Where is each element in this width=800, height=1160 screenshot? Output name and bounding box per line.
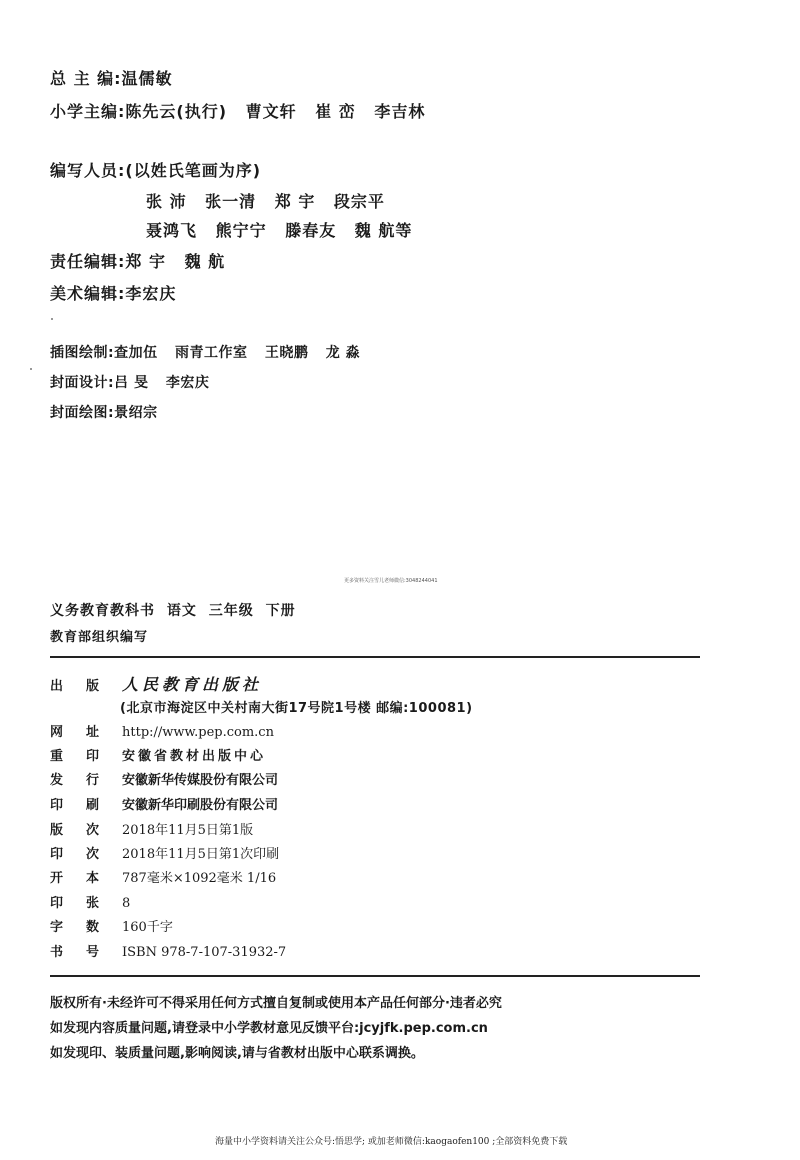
cover-drawing-label: 封面绘图: <box>50 405 115 421</box>
chief-editor-label: 总 主 编: <box>50 69 122 88</box>
illustrator-name: 龙 淼 <box>325 345 361 361</box>
chief-editor-line <box>50 66 173 89</box>
writers-names-line-2 <box>146 218 412 241</box>
row-label-b: 次 <box>86 847 100 862</box>
illustrator-name: 王晓鹏 <box>264 345 309 361</box>
writer-name: 段宗平 <box>333 192 385 211</box>
row-label-b: 址 <box>86 725 100 740</box>
divider <box>50 656 700 658</box>
scan-speck <box>51 318 53 320</box>
website-value: http://www.pep.com.cn <box>122 725 274 740</box>
printer-value: 安徽新华印刷股份有限公司 <box>122 798 279 813</box>
pub-row <box>50 892 130 911</box>
art-editor-name: 李宏庆 <box>125 284 177 303</box>
writer-name: 张一清 <box>205 192 257 211</box>
pub-row <box>50 745 266 764</box>
pub-row <box>50 843 279 862</box>
row-label-b: 行 <box>86 773 100 788</box>
writer-name: 张 沛 <box>146 192 187 211</box>
writers-line <box>50 158 261 181</box>
writers-label: 编写人员: <box>50 161 126 180</box>
illustration-line <box>50 342 360 362</box>
row-label-a: 出 <box>50 679 64 694</box>
row-label-b: 数 <box>86 920 100 935</box>
row-label-a: 开 <box>50 871 64 886</box>
sheets-value: 8 <box>122 896 131 911</box>
edition-value: 2018年11月5日第1版 <box>122 823 254 838</box>
scan-speck <box>30 368 32 370</box>
row-label-a: 发 <box>50 773 64 788</box>
quality-notice: 如发现印、装质量问题,影响阅读,请与省教材出版中心联系调换。 <box>50 1046 424 1061</box>
cover-drawing-line <box>50 402 158 422</box>
writers-names-line-1 <box>146 189 385 212</box>
responsible-editor-name: 郑 宇 <box>125 252 166 271</box>
distributor-value: 安徽新华传媒股份有限公司 <box>122 773 279 788</box>
responsible-editor-name: 魏 航 <box>184 252 226 271</box>
row-label-a: 网 <box>50 725 64 740</box>
pub-row <box>50 941 286 960</box>
writer-name: 魏 航等 <box>354 221 413 240</box>
illustration-label: 插图绘制: <box>50 345 115 361</box>
row-label-a: 印 <box>50 847 64 862</box>
row-label-b: 印 <box>86 749 100 764</box>
art-editor-line <box>50 281 176 304</box>
writer-name: 熊宁宁 <box>215 221 267 240</box>
pub-row <box>50 819 253 838</box>
publisher-address: (北京市海淀区中关村南大街17号院1号楼 邮编:100081) <box>120 701 473 716</box>
illustrator-name: 雨青工作室 <box>174 345 248 361</box>
row-label-a: 版 <box>50 823 64 838</box>
pub-row <box>50 916 173 935</box>
divider <box>50 975 700 977</box>
pub-row <box>50 769 278 788</box>
row-label-b: 本 <box>86 871 100 886</box>
responsible-editor-line <box>50 249 225 272</box>
row-label-b: 号 <box>86 945 100 960</box>
cover-design-line <box>50 372 209 392</box>
reprint-value: 安徽省教材出版中心 <box>122 749 267 764</box>
primary-editor-name: 曹文轩 <box>245 102 297 121</box>
row-label-a: 书 <box>50 945 64 960</box>
publisher-logotype: 人民教育出版社 <box>122 675 263 694</box>
primary-editor-name: 崔 峦 <box>315 102 356 121</box>
footer-watermark: 海量中小学资料请关注公众号:悟思学; 或加老师微信:kaogaofen100 ;全部资料免费下载 <box>215 1137 568 1147</box>
primary-editor-name: 李吉林 <box>374 102 426 121</box>
feedback-notice: 如发现内容质量问题,请登录中小学教材意见反馈平台:jcyjfk.pep.com.cn <box>50 1021 488 1036</box>
cover-design-label: 封面设计: <box>50 375 115 391</box>
cover-drawing-name: 景绍宗 <box>114 405 158 421</box>
word-count-value: 160千字 <box>122 920 173 935</box>
row-label-a: 重 <box>50 749 64 764</box>
responsible-editor-label: 责任编辑: <box>50 252 126 271</box>
compiled-by: 教育部组织编写 <box>50 630 149 645</box>
printing-value: 2018年11月5日第1次印刷 <box>122 847 280 862</box>
writer-name: 滕春友 <box>285 221 337 240</box>
primary-editor-label: 小学主编: <box>50 102 126 121</box>
writer-name: 郑 宇 <box>274 192 316 211</box>
cover-designer-name: 吕 旻 <box>114 375 149 391</box>
illustrator-name: 查加伍 <box>114 345 158 361</box>
publisher-row <box>50 672 262 695</box>
row-label-a: 字 <box>50 920 64 935</box>
primary-editor-line <box>50 99 425 122</box>
chief-editor-name: 温儒敏 <box>121 69 173 88</box>
small-watermark: 更多资料关注雪儿老师微信:3048244041 <box>344 578 438 584</box>
format-value: 787毫米×1092毫米 1/16 <box>122 871 277 886</box>
row-label-b: 刷 <box>86 798 100 813</box>
writers-note: (以姓氏笔画为序) <box>125 161 262 180</box>
row-label-b: 版 <box>86 679 100 694</box>
book-title: 义务教育教科书 语文 三年级 下册 <box>50 603 296 619</box>
row-label-a: 印 <box>50 896 64 911</box>
pub-row <box>50 794 278 813</box>
row-label-b: 张 <box>86 896 100 911</box>
copyright-notice: 版权所有·未经许可不得采用任何方式擅自复制或使用本产品任何部分·违者必究 <box>50 996 502 1011</box>
writer-name: 聂鸿飞 <box>146 221 198 240</box>
pub-row <box>50 867 276 886</box>
row-label-b: 次 <box>86 823 100 838</box>
pub-row <box>50 721 274 740</box>
row-label-a: 印 <box>50 798 64 813</box>
cover-designer-name: 李宏庆 <box>165 375 210 391</box>
isbn-value: ISBN 978-7-107-31932-7 <box>122 945 287 960</box>
art-editor-label: 美术编辑: <box>50 284 126 303</box>
primary-editor-name: 陈先云(执行) <box>125 102 228 121</box>
